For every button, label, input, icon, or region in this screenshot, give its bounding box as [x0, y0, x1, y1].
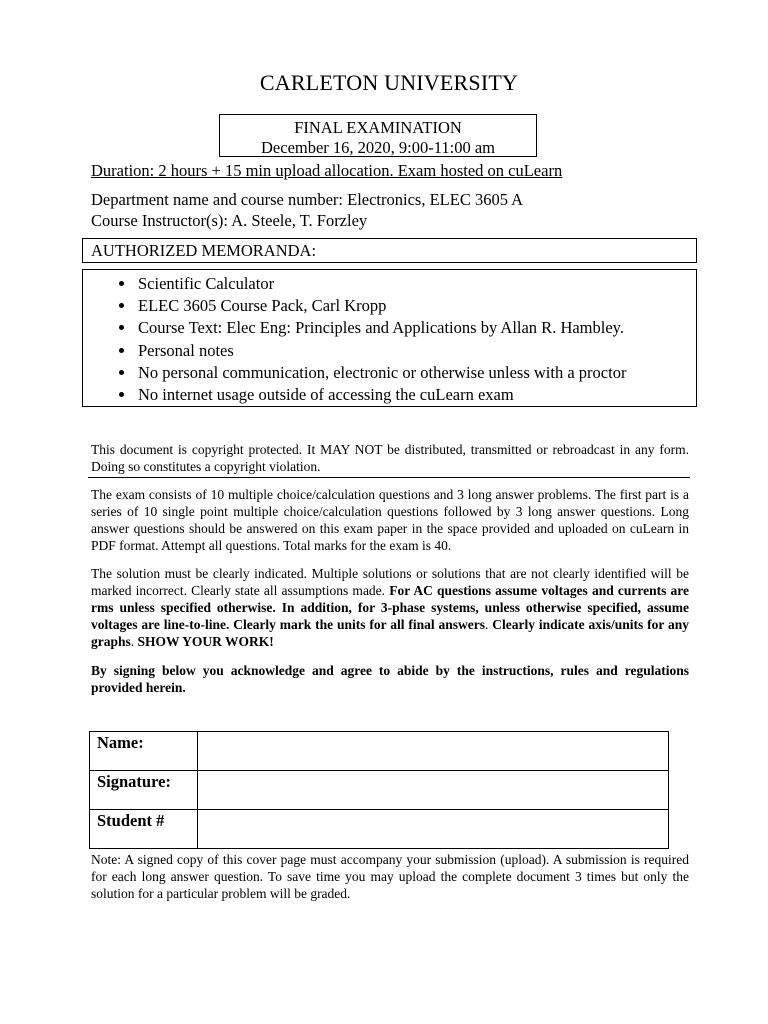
- name-field[interactable]: [198, 732, 669, 771]
- memoranda-list: [83, 273, 696, 406]
- list-item: • Personal notes: [136, 340, 696, 362]
- exam-date: December 16, 2020, 9:00-11:00 am: [261, 138, 495, 157]
- exam-duration: Duration: 2 hours + 15 min upload allocation. Exam hosted on cuLearn: [91, 161, 563, 180]
- signing-acknowledgement: By signing below you acknowledge and agree to abide by the instructions, rules and regulations provided herein.: [91, 663, 689, 695]
- course-instructors: Course Instructor(s): A. Steele, T. Forzley: [91, 211, 368, 230]
- solution-separator: .: [130, 634, 138, 649]
- signature-label: Signature:: [90, 771, 198, 810]
- department-course: Department name and course number: Electronics, ELEC 3605 A: [91, 190, 524, 209]
- list-item: • Course Text: Elec Eng: Principles and Applications by Allan R. Hambley.: [136, 317, 696, 339]
- course-info: [91, 189, 523, 231]
- student-number-field[interactable]: [198, 810, 669, 849]
- name-label: Name:: [90, 732, 198, 771]
- memoranda-heading: AUTHORIZED MEMORANDA:: [82, 238, 697, 263]
- solution-instructions: [91, 565, 689, 650]
- exam-info-box: [219, 114, 537, 157]
- signature-table: [89, 731, 669, 849]
- student-number-label: Student #: [90, 810, 198, 849]
- list-item: • ELEC 3605 Course Pack, Carl Kropp: [136, 295, 696, 317]
- table-row: [90, 732, 669, 771]
- university-title: CARLETON UNIVERSITY: [259, 70, 519, 95]
- solution-bold-ac: For AC questions assume voltages and currents are rms unless specified otherwise. In addition, for 3-phase systems, unless otherwise specified, assume voltages are line-to-line. Clearly mark the units for all final answers: [91, 583, 690, 632]
- signature-field[interactable]: [198, 771, 669, 810]
- copyright-notice: This document is copyright protected. It MAY NOT be distributed, transmitted or rebroadcast in any form. Doing so constitutes a copyright violation.: [91, 442, 689, 474]
- table-row: [90, 810, 669, 849]
- list-item: • No personal communication, electronic or otherwise unless with a proctor: [136, 362, 696, 384]
- solution-bold-work: SHOW YOUR WORK!: [137, 634, 274, 649]
- submission-note: Note: A signed copy of this cover page must accompany your submission (upload). A submission is required for each long answer question. To save time you may upload the complete document 3 times but only the solution for a particular problem will be graded.: [91, 852, 689, 901]
- solution-bold-graphs: Clearly indicate axis/units for any graphs: [91, 617, 689, 649]
- exam-structure-paragraph: The exam consists of 10 multiple choice/calculation questions and 3 long answer problems. The first part is a series of 10 single point multiple choice/calculation questions followed by 3 long answer questions. Long answer questions should be answered on this exam paper in the space provided and uploaded on cuLearn in PDF format. Attempt all questions. Total marks for the exam is 40.: [91, 487, 689, 553]
- exam-title: FINAL EXAMINATION: [294, 118, 462, 137]
- divider: [88, 477, 690, 478]
- solution-separator: .: [485, 617, 493, 632]
- memoranda-box: [82, 269, 697, 407]
- list-item: • Scientific Calculator: [136, 273, 696, 295]
- list-item: • No internet usage outside of accessing the cuLearn exam: [136, 384, 696, 406]
- table-row: [90, 771, 669, 810]
- solution-text: The solution must be clearly indicated. Multiple solutions or solutions that are not clearly identified will be marked incorrect. Clearly state all assumptions made.: [91, 566, 689, 598]
